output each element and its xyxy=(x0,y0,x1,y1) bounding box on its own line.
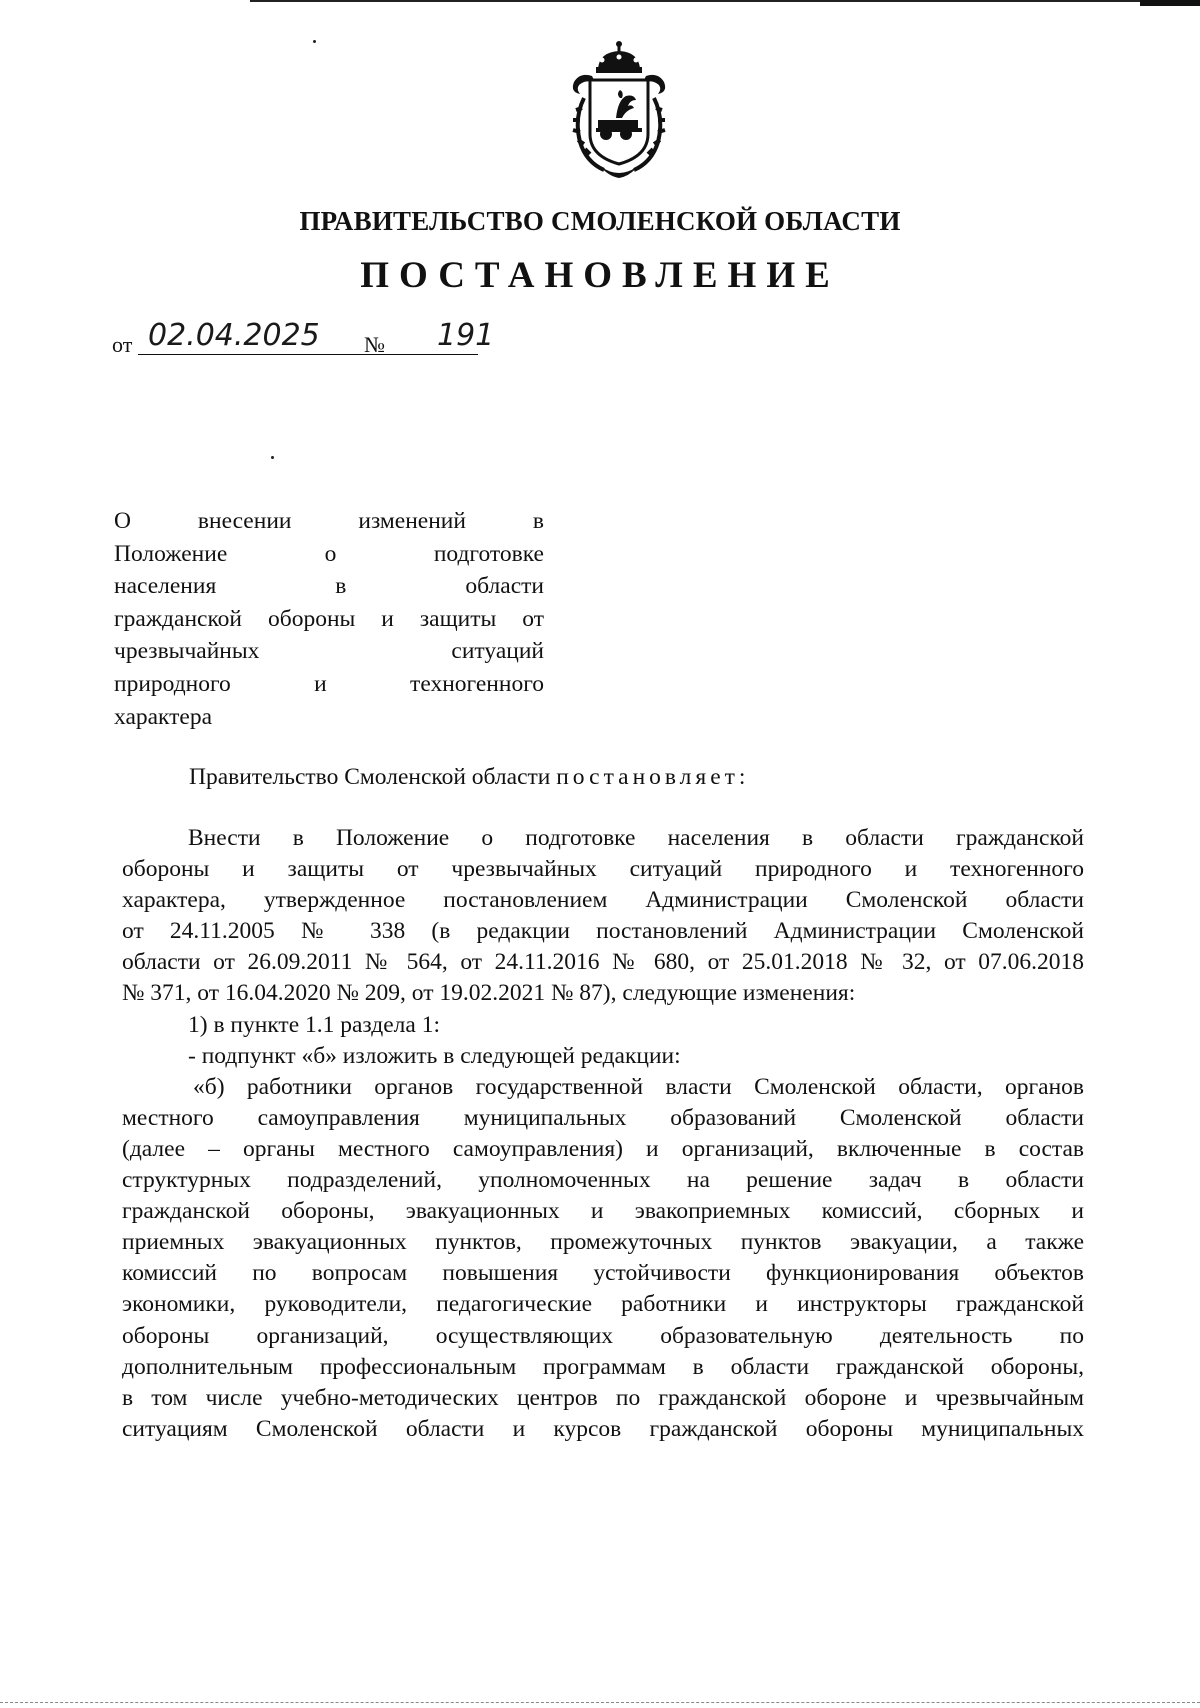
subject-line: природного и техногенного xyxy=(114,670,544,697)
body-line: обороны и защиты от чрезвычайных ситуаций природного и техногенного xyxy=(122,856,1084,883)
body-line: гражданской обороны, эвакуационных и эвакоприемных комиссий, сборных и xyxy=(122,1198,1084,1225)
body-line: - подпункт «б» изложить в следующей редакции: xyxy=(188,1042,681,1069)
body-line: № 371, от 16.04.2020 № 209, от 19.02.2021 № 87), следующие изменения: xyxy=(122,980,856,1007)
subject-line: чрезвычайных ситуаций xyxy=(114,638,544,665)
body-line: в том числе учебно-методических центров по гражданской обороне и чрезвычайным xyxy=(122,1384,1084,1411)
handwritten-number: 191 xyxy=(437,318,495,353)
body-line: структурных подразделений, уполномоченных на решение задач в области xyxy=(122,1167,1084,1194)
body-line: характера, утвержденное постановлением Администрации Смоленской области xyxy=(122,887,1084,914)
number-label: № xyxy=(364,332,385,357)
document-subject xyxy=(114,505,544,733)
subject-line: гражданской обороны и защиты от xyxy=(114,605,544,632)
scan-speck xyxy=(313,40,316,43)
body-line: 1) в пункте 1.1 раздела 1: xyxy=(188,1011,440,1038)
date-from-label: от xyxy=(112,332,133,357)
subject-line: характера xyxy=(114,703,213,730)
scan-speck xyxy=(271,456,274,459)
body-line: комиссий по вопросам повышения устойчивости функционирования объектов xyxy=(122,1260,1084,1287)
body-line: обороны организаций, осуществляющих образовательную деятельность по xyxy=(122,1322,1084,1349)
body-line: ситуациям Смоленской области и курсов гражданской обороны муниципальных xyxy=(122,1415,1084,1442)
body-line: дополнительным профессиональным программам в области гражданской обороны, xyxy=(122,1353,1084,1380)
body-line: экономики, руководители, педагогические работники и инструкторы гражданской xyxy=(122,1291,1084,1318)
government-title: ПРАВИТЕЛЬСТВО СМОЛЕНСКОЙ ОБЛАСТИ xyxy=(299,206,901,236)
document-type-title: ПОСТАНОВЛЕНИЕ xyxy=(360,255,840,296)
body-line: Внести в Положение о подготовке населения в области гражданской xyxy=(188,825,1084,851)
subject-line: Положение о подготовке xyxy=(114,540,544,567)
resolves-prefix: Правительство Смоленской области xyxy=(189,764,551,790)
subject-line: О внесении изменений в xyxy=(114,508,544,534)
document-body xyxy=(122,823,1084,1445)
resolves-verb: постановляет: xyxy=(556,764,750,790)
scan-edge-bottom xyxy=(0,1702,1200,1704)
resolves-line xyxy=(189,764,749,791)
handwritten-date: 02.04.2025 xyxy=(148,318,320,353)
coat-of-arms-icon xyxy=(560,38,678,180)
date-underline xyxy=(138,354,478,355)
body-line: «б) работники органов государственной власти Смоленской области, органов xyxy=(193,1073,1084,1100)
body-line: приемных эвакуационных пунктов, промежуточных пунктов эвакуации, а также xyxy=(122,1229,1084,1256)
scan-edge-top xyxy=(250,0,1150,2)
body-line: (далее – органы местного самоуправления) и организаций, включенные в состав xyxy=(122,1135,1084,1162)
subject-line: населения в области xyxy=(114,573,544,600)
body-line: местного самоуправления муниципальных образований Смоленской области xyxy=(122,1104,1084,1131)
body-line: области от 26.09.2011 № 564, от 24.11.2016 № 680, от 25.01.2018 № 32, от 07.06.2018 xyxy=(122,949,1084,976)
scan-edge-corner xyxy=(1140,0,1200,6)
body-line: от 24.11.2005 № 338 (в редакции постановлений Администрации Смоленской xyxy=(122,918,1084,945)
